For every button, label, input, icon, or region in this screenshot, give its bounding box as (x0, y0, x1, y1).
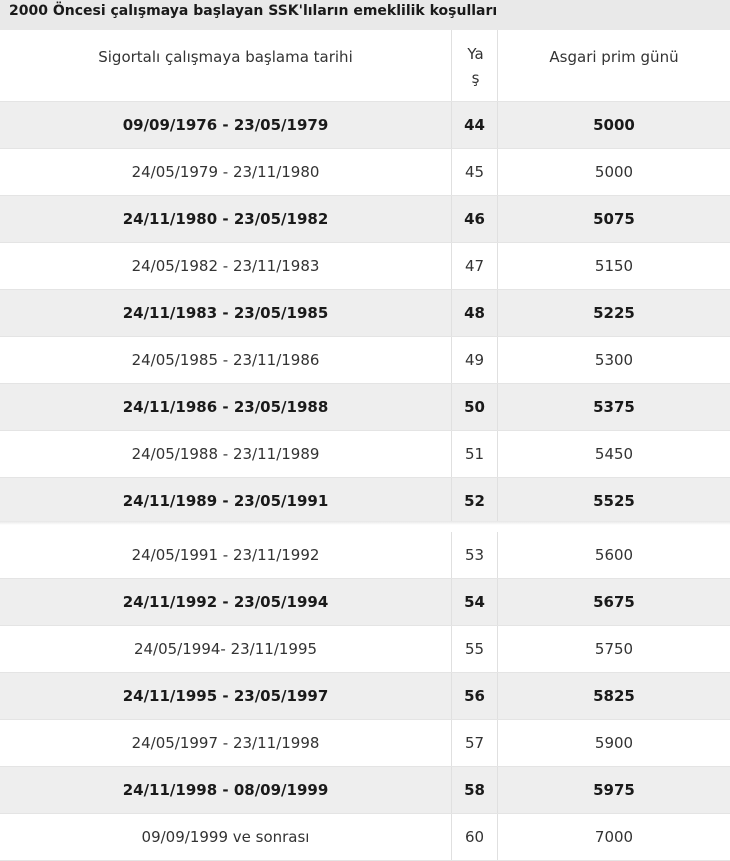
cell-days: 5150 (594, 257, 634, 275)
cell-age: 56 (451, 673, 498, 719)
cell-age: 57 (451, 720, 498, 766)
cell-period: 24/11/1998 - 08/09/1999 (122, 781, 329, 799)
cell-days: 5000 (593, 116, 635, 134)
cell-period: 24/05/1979 - 23/11/1980 (131, 163, 320, 181)
cell-period: 24/11/1980 - 23/05/1982 (122, 210, 329, 228)
cell-days: 7000 (594, 828, 634, 846)
cell-days: 5825 (593, 687, 635, 705)
header-start-date: Sigortalı çalışmaya başlama tarihi (98, 48, 353, 66)
cell-days: 5375 (593, 398, 635, 416)
table-row (0, 720, 730, 767)
retirement-table-top (0, 30, 730, 525)
cell-age: 55 (451, 626, 498, 672)
cell-days: 5525 (593, 492, 635, 510)
cell-age: 50 (451, 384, 498, 430)
cell-period: 24/05/1988 - 23/11/1989 (131, 445, 320, 463)
cell-period: 24/11/1995 - 23/05/1997 (122, 687, 329, 705)
cell-days: 5225 (593, 304, 635, 322)
cell-age: 47 (451, 243, 498, 289)
table-row (0, 767, 730, 814)
cell-age: 48 (451, 290, 498, 336)
cell-age: 60 (451, 814, 498, 860)
cell-age: 52 (451, 478, 498, 524)
table-row (0, 243, 730, 290)
table-row (0, 626, 730, 673)
cell-days: 5975 (593, 781, 635, 799)
cell-period: 09/09/1999 ve sonrası (141, 828, 310, 846)
cell-days: 5600 (594, 546, 634, 564)
cell-days: 5450 (594, 445, 634, 463)
header-min-premium-days: Asgari prim günü (549, 48, 679, 66)
cell-age: 46 (451, 196, 498, 242)
table-row (0, 290, 730, 337)
cell-period: 24/11/1986 - 23/05/1988 (122, 398, 329, 416)
table-row (0, 579, 730, 626)
table-row (0, 431, 730, 478)
cell-age: 53 (451, 532, 498, 578)
cell-period: 24/11/1992 - 23/05/1994 (122, 593, 329, 611)
cell-age: 44 (451, 102, 498, 148)
cell-period: 24/05/1994- 23/11/1995 (133, 640, 318, 658)
cell-age: 58 (451, 767, 498, 813)
table-row (0, 478, 730, 525)
cell-age: 51 (451, 431, 498, 477)
cell-age: 45 (451, 149, 498, 195)
table-row (0, 532, 730, 579)
cell-days: 5300 (594, 351, 634, 369)
cell-period: 24/11/1989 - 23/05/1991 (122, 492, 329, 510)
table-row (0, 384, 730, 431)
table-title: 2000 Öncesi çalışmaya başlayan SSK'lıların emeklilik koşulları (0, 0, 730, 30)
table-row (0, 337, 730, 384)
cell-age: 49 (451, 337, 498, 383)
cell-days: 5900 (594, 734, 634, 752)
table-row (0, 149, 730, 196)
cell-age: 54 (451, 579, 498, 625)
image-seam-shadow (0, 521, 730, 525)
cell-period: 24/05/1991 - 23/11/1992 (131, 546, 320, 564)
cell-days: 5750 (594, 640, 634, 658)
cell-period: 24/05/1982 - 23/11/1983 (131, 257, 320, 275)
header-age: Yaş (451, 30, 498, 101)
cell-days: 5000 (594, 163, 634, 181)
table-row (0, 196, 730, 243)
cell-period: 24/05/1997 - 23/11/1998 (131, 734, 320, 752)
table-row (0, 673, 730, 720)
cell-period: 09/09/1976 - 23/05/1979 (122, 116, 329, 134)
cell-period: 24/05/1985 - 23/11/1986 (131, 351, 320, 369)
retirement-table-bottom (0, 532, 730, 861)
cell-days: 5675 (593, 593, 635, 611)
cell-days: 5075 (593, 210, 635, 228)
table-header-row (0, 30, 730, 102)
cell-period: 24/11/1983 - 23/05/1985 (122, 304, 329, 322)
table-row (0, 814, 730, 861)
table-row (0, 102, 730, 149)
